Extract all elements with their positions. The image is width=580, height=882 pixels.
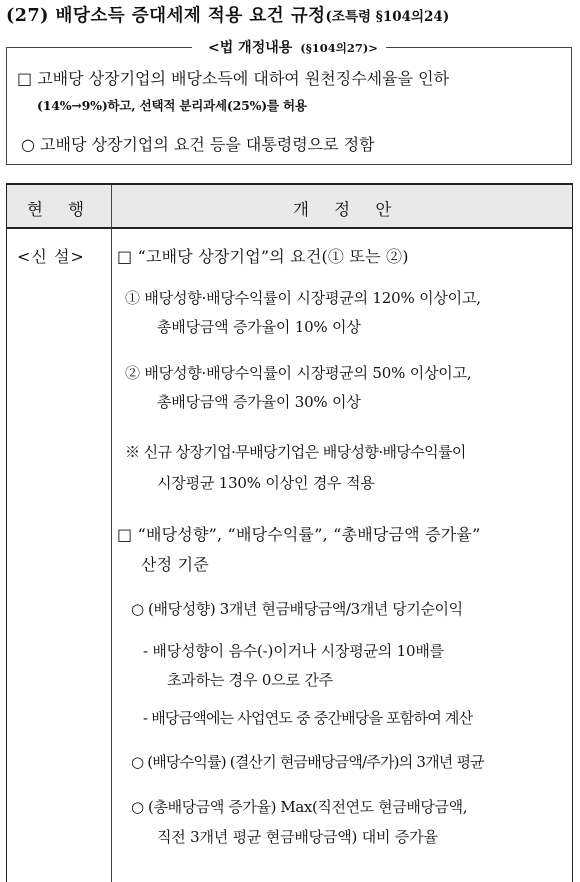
proposed-line: 산정 기준 — [141, 555, 209, 574]
proposed-line: 시장평균 130% 이상인 경우 적용 — [157, 474, 375, 492]
proposed-line: 총배당금액 증가율이 30% 이상 — [157, 393, 361, 411]
table-header-row — [7, 185, 572, 229]
page-title — [6, 2, 574, 27]
proposed-line: □ “고배당 상장기업”의 요건(① 또는 ②) — [117, 247, 409, 266]
header-proposed: 개 정 안 — [293, 200, 402, 219]
proposed-line: ※ 신규 상장기업·무배당기업은 배당성향·배당수익률이 — [125, 443, 466, 461]
proposed-line: 직전 3개년 평균 현금배당금액) 대비 증가율 — [157, 828, 438, 846]
summary-line-3: ○ 고배당 상장기업의 요건 등을 대통령령으로 정함 — [21, 135, 375, 154]
proposed-line: ○ (총배당금액 증가율) Max(직전연도 현금배당금액, — [131, 798, 468, 816]
proposed-line: ○ (배당성향) 3개년 현금배당금액/3개년 당기순이익 — [131, 600, 463, 618]
title-reference: (조특령 §104의24) — [325, 9, 450, 25]
proposed-line: - 배당성향이 음수(-)이거나 시장평균의 10배를 — [143, 642, 444, 660]
summary-legend-ref: (§104의27)> — [300, 41, 378, 55]
title-main: (27) 배당소득 증대세제 적용 요건 규정 — [6, 6, 326, 26]
proposed-line: 초과하는 경우 0으로 간주 — [167, 671, 333, 689]
proposed-line: ① 배당성향·배당수익률이 시장평균의 120% 이상이고, — [125, 289, 481, 307]
summary-legend — [7, 37, 571, 57]
proposed-line: ○ (배당수익률) (결산기 현금배당금액/주가)의 3개년 평균 — [131, 753, 484, 771]
proposed-line: 총배당금액 증가율이 10% 이상 — [157, 318, 361, 336]
header-current: 현 행 — [27, 200, 95, 219]
proposed-line: ② 배당성향·배당수익률이 시장평균의 50% 이상이고, — [125, 364, 472, 382]
summary-line-1: □ 고배당 상장기업의 배당소득에 대하여 원천징수세율을 인하 — [17, 69, 450, 88]
law-revision-summary-box — [6, 40, 572, 165]
summary-line-2: (14%→9%)하고, 선택적 분리과세(25%)를 허용 — [37, 98, 307, 113]
proposed-line: - 배당금액에는 사업연도 중 중간배당을 포함하여 계산 — [143, 709, 473, 727]
proposed-line: □ “배당성향”, “배당수익률”, “총배당금액 증가율” — [117, 525, 481, 544]
column-divider — [111, 185, 112, 882]
summary-legend-main: <법 개정내용 — [200, 40, 300, 56]
comparison-table — [6, 183, 573, 882]
current-cell-new: <신 설> — [17, 247, 85, 266]
